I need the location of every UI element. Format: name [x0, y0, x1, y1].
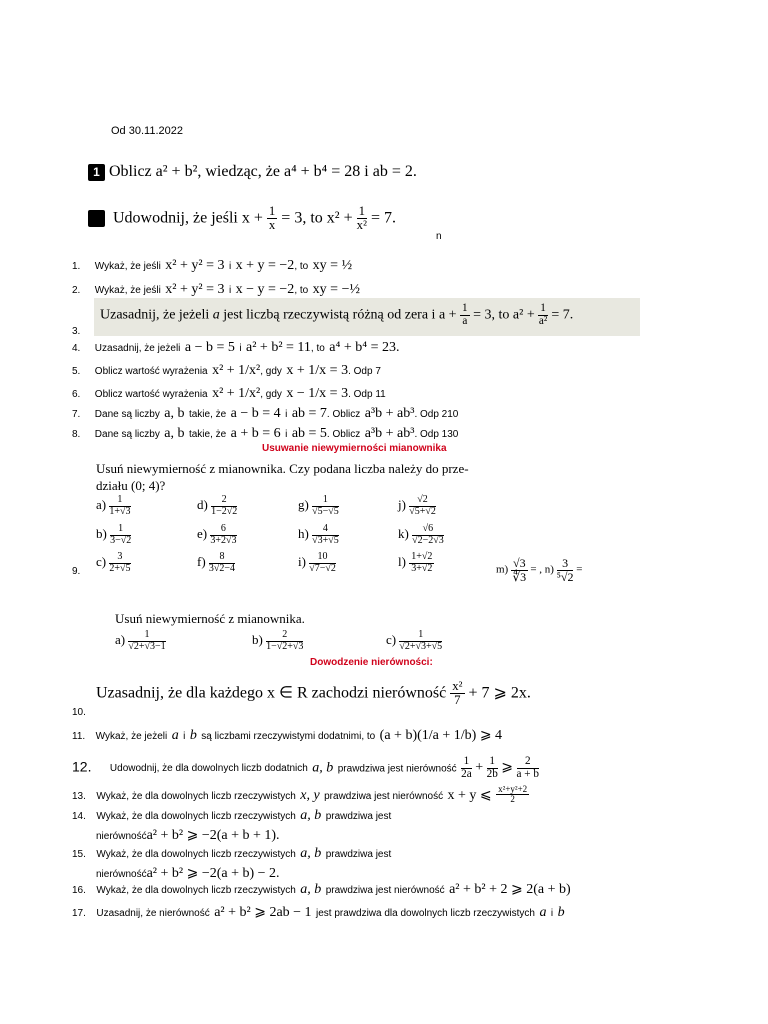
item-number: 16.	[72, 885, 86, 896]
task-9-extra	[496, 557, 582, 583]
math-expr: a − b = 5	[184, 340, 235, 355]
fraction: $\frac{1}{a}$	[462, 302, 468, 327]
fraction: $\frac{8}{3√2-4}$	[208, 551, 236, 574]
item-text: prawdziwa jest	[325, 811, 392, 822]
math-expr: ⩾	[501, 760, 514, 776]
fraction: $\frac{1}{√5-√5}$	[312, 494, 339, 517]
item-text: i	[228, 261, 232, 272]
exercise-label: i)	[298, 553, 306, 569]
item-text: Udowodnij, że dla dowolnych liczb dodatnich	[109, 763, 308, 775]
exercise-label: a)	[96, 496, 107, 512]
math-expr: b	[189, 728, 197, 743]
item-text: i	[239, 343, 242, 354]
exercise-label: d)	[197, 496, 208, 512]
fraction-exercise	[298, 552, 336, 574]
exercise-label: b)	[252, 631, 263, 647]
item-text: Wykaż, że dla dowolnych liczb rzeczywistych	[96, 885, 296, 896]
item-text: m)	[496, 563, 509, 576]
math-expr: = 7.	[551, 307, 574, 323]
math-expr: xy = ½	[312, 258, 353, 273]
math-expr: a⁴ + b⁴ = 23.	[329, 340, 400, 355]
item-text: Wykaż, że dla dowolnych liczb rzeczywistych	[96, 811, 296, 822]
fraction: $\frac{4}{√3+√5}$	[312, 523, 339, 546]
item-text: , gdy	[260, 389, 282, 400]
math-expr: (a + b)(1/a + 1/b) ⩾ 4	[379, 728, 503, 743]
item-number: 10.	[72, 707, 86, 718]
fraction-exercise	[398, 524, 444, 546]
fraction: $\frac{2}{a + b}$	[516, 755, 539, 780]
intro-line: Usuń niewymierność z mianownika. Czy podana liczba należy do prze-	[96, 461, 469, 476]
item-number: 14.	[72, 811, 86, 822]
item-text: , gdy	[260, 366, 282, 377]
math-expr: a³b + ab³	[364, 426, 415, 441]
item-8	[72, 424, 458, 442]
exercise-label: k)	[398, 525, 409, 541]
fraction: $\frac{6}{3+2√3}$	[210, 523, 237, 546]
fraction: $\frac{√3}{∜3}$	[512, 556, 527, 584]
item-text: i	[228, 285, 232, 296]
date-label: Od 30.11.2022	[111, 125, 183, 137]
stray-letter: n	[436, 231, 442, 242]
task-9-intro	[96, 460, 469, 494]
task-1-text: Oblicz a² + b², wiedząc, że a⁴ + b⁴ = 28 i ab = 2.	[109, 163, 417, 180]
fraction-exercise	[298, 524, 339, 546]
fraction-exercise	[197, 552, 235, 574]
item-5	[72, 361, 381, 379]
section-heading: Dowodzenie nierówności:	[310, 657, 433, 668]
task-2	[88, 205, 396, 233]
item-3	[100, 303, 573, 328]
item-text: i	[550, 908, 554, 919]
exercise-label: a)	[115, 631, 126, 647]
fraction: $\frac{3}{2+√5}$	[109, 551, 131, 574]
item-text: są liczbami rzeczywistymi dodatnimi, to	[201, 731, 376, 742]
item-text: . Oblicz	[326, 429, 361, 440]
exercise-label: e)	[197, 525, 208, 541]
item-text: jest prawdziwa dla dowolnych liczb rzeczywistych	[316, 908, 535, 919]
math-expr: x² + 1/x²	[212, 386, 261, 401]
fraction: $\frac{2}{1-√2+√3}$	[266, 629, 304, 652]
item-number: 5.	[72, 366, 81, 377]
task-number-badge: 1	[88, 164, 105, 181]
item-number: 6.	[72, 389, 81, 400]
math-expr: a² + b² ⩾ −2(a + b + 1).	[146, 828, 280, 843]
fraction: $\frac{1}{1+√3}$	[109, 494, 131, 517]
math-expr: a, b	[164, 406, 185, 421]
item-text: Oblicz wartość wyrażenia	[94, 366, 208, 377]
fraction-exercise	[96, 524, 131, 546]
item-text: i	[285, 429, 288, 440]
fraction-exercise	[398, 552, 434, 574]
item-text: prawdziwa jest nierówność	[324, 791, 444, 803]
fraction: $\frac{1}{\text{a²}}$	[538, 302, 548, 327]
item-number: 1.	[72, 261, 81, 272]
item-number: 4.	[72, 343, 81, 354]
item-number: 3.	[72, 326, 81, 337]
item-text: . Odp 130	[414, 429, 459, 440]
math-expr: a³b + ab³	[364, 406, 415, 421]
math-expr: x, y	[300, 788, 320, 804]
math-expr: a	[171, 728, 179, 743]
task-number-badge	[88, 210, 105, 227]
math-expr: a, b	[300, 808, 322, 823]
math-expr: x² + 1/x²	[212, 363, 261, 378]
task-14	[72, 806, 391, 846]
math-expr: a² + b² = 11	[246, 340, 311, 355]
math-expr: a + b = 6	[230, 426, 281, 441]
math-expr: x² + y² = 3	[165, 282, 225, 297]
fraction: $\frac{\text{x²+y²+2}}{2}$	[498, 784, 528, 805]
fraction: $\frac{2}{1-2√2}$	[211, 494, 238, 517]
item-text: prawdziwa jest nierówność	[325, 885, 445, 896]
item-text: =	[576, 563, 583, 576]
item-text: . Oblicz	[326, 409, 361, 420]
math-expr: b	[557, 905, 565, 920]
math-expr: xy = −½	[312, 282, 360, 297]
exercise-label: h)	[298, 525, 309, 541]
fraction: $\frac{1}{√2+√3+√5}$	[399, 629, 443, 652]
item-text: prawdziwa jest nierówność	[337, 763, 457, 775]
math-expr: a	[212, 307, 220, 323]
item-number: 9.	[72, 566, 81, 577]
item-text: takie, że	[188, 429, 227, 440]
item-number: 2.	[72, 285, 81, 296]
item-number: 8.	[72, 429, 81, 440]
item-text: i	[183, 731, 186, 742]
math-expr: ab = 5	[291, 426, 327, 441]
item-text: nierówność	[96, 831, 147, 842]
math-expr: a	[539, 905, 547, 920]
intro-line: działu (0; 4)?	[96, 478, 166, 493]
fraction: $\frac{1}{2a}$	[461, 755, 472, 780]
task-2-text: = 7.	[371, 209, 397, 227]
item-text: , to	[294, 261, 309, 272]
task-10	[96, 680, 531, 708]
item-text: Wykaż, że jeśli	[94, 261, 161, 272]
task-11	[72, 726, 502, 744]
item-text: Wykaż, że jeżeli	[95, 731, 168, 742]
math-expr: a² + b² ⩾ −2(a + b) − 2.	[146, 866, 280, 881]
item-text: = , n)	[530, 563, 554, 576]
fraction-exercise	[398, 495, 436, 517]
task-12: 12. Udowodnij, że dla dowolnych liczb dodatnich a, b prawdziwa jest nierówność $\frac{1}{2a}$ + $\frac{1}{2b}$ ⩾ $\frac{2}{a + b}$	[72, 755, 539, 780]
item-text: takie, że	[188, 409, 227, 420]
fraction: $\frac{\text{x²}}{7}$	[452, 679, 463, 708]
math-expr: a, b	[300, 846, 322, 861]
fraction: $\frac{√2}{√5+√2}$	[409, 494, 436, 517]
item-text: . Odp 7	[348, 366, 381, 377]
fraction: $\frac{1+√2}{3+√2}$	[411, 551, 433, 574]
exercise-label: l)	[398, 553, 406, 569]
exercise-label: g)	[298, 496, 309, 512]
math-expr: a, b	[300, 882, 322, 897]
fraction-exercise	[96, 552, 131, 574]
item-1	[72, 256, 352, 274]
item-text: Uzasadnij, że dla każdego x ∈ R zachodzi nierówność	[96, 684, 447, 702]
fraction: $\frac{1}{x}$	[268, 204, 276, 233]
math-expr: a, b	[312, 760, 334, 776]
item-text: Wykaż, że dla dowolnych liczb rzeczywistych	[96, 849, 296, 860]
item-number: 17.	[72, 908, 86, 919]
item-text: . Odp 210	[414, 409, 459, 420]
item-text: jest liczbą rzeczywistą różną od zera i	[223, 307, 436, 323]
task-17	[72, 903, 565, 921]
fraction: $\frac{1}{√2+√3-1}$	[128, 629, 166, 652]
math-expr: ab = 7	[291, 406, 327, 421]
item-text: , to	[294, 285, 309, 296]
exercise-label: c)	[96, 553, 107, 569]
item-number: 12.	[72, 758, 92, 775]
item-6	[72, 384, 386, 402]
fraction: $\frac{10}{√7-√2}$	[309, 551, 336, 574]
math-expr: a +	[438, 307, 457, 323]
task-1	[88, 163, 417, 181]
section-heading: Usuwanie niewymierności mianownika	[262, 443, 447, 454]
math-expr: a − b = 4	[230, 406, 281, 421]
item-number: 13.	[72, 791, 86, 803]
fraction-exercise	[96, 495, 131, 517]
item-text: Uzasadnij, że jeżeli	[100, 307, 210, 323]
item-7	[72, 404, 458, 422]
math-expr: a² + b² + 2 ⩾ 2(a + b)	[449, 882, 571, 897]
item-text: , to	[310, 343, 325, 354]
fraction: $\frac{1}{\text{x²}}$	[356, 204, 367, 233]
fraction-exercise	[197, 495, 237, 517]
fraction: $\frac{3}{\text{⁵√2}}$	[556, 556, 574, 584]
item-text: Wykaż, że dla dowolnych liczb rzeczywistych	[96, 791, 296, 803]
exercise-label: j)	[398, 496, 406, 512]
math-expr: = 3, to a² +	[473, 307, 535, 323]
item-text: . Odp 11	[348, 389, 386, 400]
fraction-exercise	[197, 524, 237, 546]
math-expr: x² + y² = 3	[165, 258, 225, 273]
fraction-exercise	[298, 495, 339, 517]
fraction-exercise	[386, 630, 442, 652]
task-15	[72, 844, 391, 884]
item-text: Oblicz wartość wyrażenia	[94, 389, 208, 400]
task-16	[72, 880, 571, 898]
exercise-label: f)	[197, 553, 206, 569]
math-expr: a² + b² ⩾ 2ab − 1	[214, 905, 312, 920]
item-number: 11.	[72, 731, 86, 742]
fraction: $\frac{√6}{√2-2√3}$	[412, 523, 444, 546]
task-2-text: Udowodnij, że jeśli x +	[113, 209, 263, 227]
math-expr: x + y = −2	[235, 258, 295, 273]
exercise-label: b)	[96, 525, 107, 541]
item-number: 15.	[72, 849, 86, 860]
math-expr: x + y ⩽	[447, 788, 492, 804]
math-expr: x − 1/x = 3	[286, 386, 349, 401]
math-expr: + 7 ⩾ 2x.	[468, 684, 531, 702]
fraction: $\frac{1}{3-√2}$	[110, 523, 132, 546]
item-text: Dane są liczby	[94, 429, 160, 440]
item-4	[72, 338, 400, 356]
item-text: Dane są liczby	[94, 409, 160, 420]
exercise-label: c)	[386, 631, 397, 647]
fraction: $\frac{1}{2b}$	[486, 755, 498, 780]
item-number: 7.	[72, 409, 81, 420]
fraction-exercise	[115, 630, 166, 652]
item-text: nierówność	[96, 869, 147, 880]
item-text: prawdziwa jest	[325, 849, 392, 860]
item-2	[72, 280, 360, 298]
item-text: i	[285, 409, 288, 420]
task-9b-intro: Usuń niewymierność z mianownika.	[115, 611, 305, 626]
item-text: Uzasadnij, że jeżeli	[94, 343, 181, 354]
item-text: Wykaż, że jeśli	[94, 285, 161, 296]
task-13	[72, 785, 529, 805]
math-expr: x − y = −2	[235, 282, 295, 297]
fraction-exercise	[252, 630, 303, 652]
math-expr: x + 1/x = 3	[286, 363, 349, 378]
task-2-text: = 3, to x² +	[281, 209, 353, 227]
math-expr: a, b	[164, 426, 185, 441]
item-text: Uzasadnij, że nierówność	[96, 908, 210, 919]
